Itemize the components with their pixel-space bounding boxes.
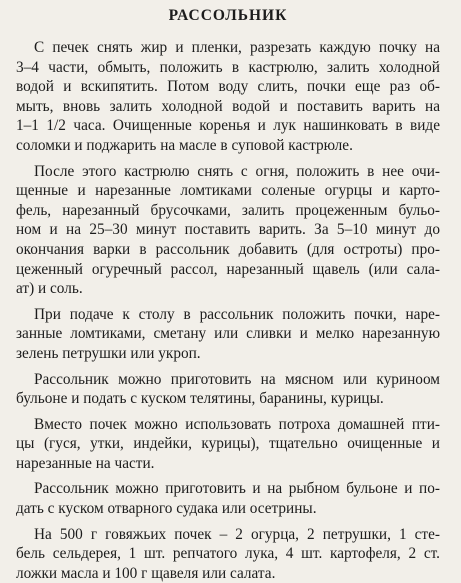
text-line: ложки масла и 100 г щавеля или салата.: [16, 564, 276, 582]
text-line: После этого кастрюлю снять с огня, положить в нее очи-: [34, 162, 440, 180]
text-line: 1–1 1/2 часа. Очищенные коренья и лук нашинковать в виде: [16, 117, 440, 135]
text-line: занные ломтиками, сметану или сливки и мелко нарезанную: [16, 325, 440, 343]
paragraph-ingredients: [16, 525, 440, 583]
paragraph-cooking: [16, 162, 440, 299]
text-line: щенные и нарезанные ломтиками соленые огурцы и карто-: [16, 182, 440, 200]
text-line: С печек снять жир и пленки, разрезать каждую почку на: [34, 39, 440, 56]
text-line: окончания варки в рассольник добавить (для остроты) про-: [16, 240, 440, 258]
text-line: цы (гуся, утки, индейки, курицы), тщательно очищенные и: [16, 435, 440, 453]
page-title: РАССОЛЬНИК: [168, 7, 288, 24]
paragraph-giblets-variant: [16, 415, 440, 474]
text-line: дать с куском отварного судака или осетрины.: [16, 500, 317, 518]
text-line: соломки и поджарить на масле в суповой кастрюле.: [16, 136, 353, 154]
text-line: бульоне и подать с куском телятины, баранины, курицы.: [16, 390, 384, 408]
text-line: водой и вскипятить. Потом воду слить, почки еще раз об-: [16, 78, 440, 96]
text-line: зелень петрушки или укроп.: [16, 344, 201, 362]
text-line: мыть, вновь залить холодной водой и поставить варить на: [16, 97, 440, 115]
text-line: нарезанные на части.: [16, 454, 155, 472]
text-line: ат) и соль.: [16, 280, 83, 298]
text-line: фель, нарезанный брусочками, залить процеженным бульо-: [16, 201, 440, 219]
text-line: бель сельдерея, 1 шт. репчатого лука, 4 шт. картофеля, 2 ст.: [16, 545, 440, 563]
text-line: Вместо почек можно использовать потроха домашней пти-: [34, 415, 440, 433]
text-line: При подаче к столу в рассольник положить почки, наре-: [34, 305, 440, 323]
text-line: Рассольник можно приготовить и на рыбном бульоне и по-: [34, 480, 440, 498]
text-line: ном и на 25–30 минут поставить варить. За 5–10 минут до: [16, 221, 440, 239]
paragraph-broth-variant: [16, 370, 440, 409]
text-line: цеженный огуречный рассол, нарезанный щавель (или сала-: [16, 260, 440, 278]
paragraph-preparation: [16, 38, 440, 156]
paragraph-serving: [16, 305, 440, 364]
text-line: 3–4 части, обмыть, положить в кастрюлю, залить холодной: [16, 58, 440, 76]
paragraph-fish-variant: [16, 479, 440, 518]
text-line: Рассольник можно приготовить на мясном или куриноом: [34, 370, 440, 388]
text-line: На 500 г говяжьих почек – 2 огурца, 2 петрушки, 1 сте-: [34, 525, 440, 543]
